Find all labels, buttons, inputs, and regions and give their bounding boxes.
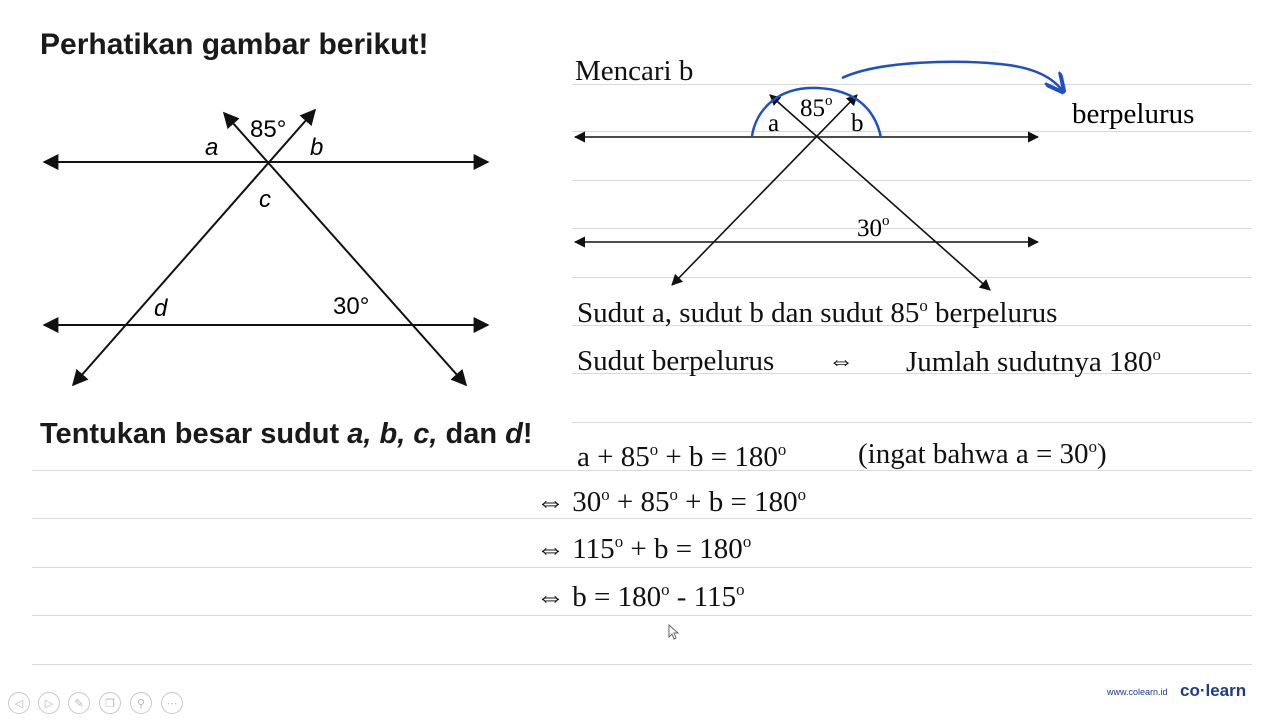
figure-label-a: a — [205, 134, 219, 161]
sketch-left-transversal — [672, 95, 857, 285]
copy-icon[interactable]: ❐ — [99, 692, 121, 714]
sketch-label-b: b — [851, 110, 864, 137]
solution-line1: Sudut a, sudut b dan sudut 85$^o$ berpelurus — [577, 296, 1058, 329]
question-prefix: Tentukan besar sudut — [40, 418, 348, 450]
more-icon[interactable]: ⋯ — [161, 692, 183, 714]
solution-heading: Mencari b — [575, 55, 694, 87]
sketch-label-85: 85$^o$ — [800, 93, 833, 122]
equation-3: ⇔ $115^o + b = 180^o$ — [536, 532, 752, 565]
equation-4: ⇔ $b = 180^o - 115^o$ — [536, 580, 745, 613]
equation-note: (ingat bahwa $a = 30^o$) — [858, 437, 1107, 470]
solution-line2-left: Sudut berpelurus — [577, 345, 775, 377]
blue-arrow-to-note — [842, 62, 1062, 90]
equation-2: ⇔ $30^o + 85^o + b = 180^o$ — [536, 485, 807, 518]
figure-label-c: c — [259, 186, 271, 213]
question-last: d — [505, 418, 523, 450]
back-icon[interactable]: ◁ — [8, 692, 30, 714]
problem-title: Perhatikan gambar berikut! — [40, 28, 429, 61]
solution-sketch — [560, 50, 1260, 300]
equivalence-symbol: ⇔ — [828, 346, 854, 375]
left-transversal — [73, 110, 315, 385]
zoom-icon[interactable]: ⚲ — [130, 692, 152, 714]
brand-logo: co·learn — [1180, 681, 1247, 700]
sketch-label-a: a — [768, 110, 780, 137]
question-and: dan — [437, 418, 506, 450]
problem-question — [40, 418, 533, 451]
right-transversal — [224, 113, 466, 385]
figure-label-30: 30° — [333, 293, 370, 320]
pen-icon[interactable]: ✎ — [68, 692, 90, 714]
figure-label-d: d — [154, 295, 168, 322]
sketch-right-transversal — [770, 95, 990, 290]
question-end: ! — [522, 418, 533, 450]
figure-label-85: 85° — [250, 116, 287, 143]
forward-icon[interactable]: ▷ — [38, 692, 60, 714]
problem-figure — [0, 0, 560, 410]
solution-line2-right: Jumlah sudutnya 180$^o$ — [906, 345, 1161, 378]
figure-label-b: b — [310, 134, 324, 161]
mouse-cursor-icon — [668, 624, 680, 640]
question-vars: a, b, c, — [347, 418, 438, 450]
equation-1: $a + 85^o + b = 180^o$ — [577, 440, 787, 473]
sketch-label-30: 30$^o$ — [857, 213, 890, 242]
watermark-url: www.colearn.id — [1107, 687, 1168, 697]
straight-angle-note: berpelurus — [1072, 98, 1195, 130]
